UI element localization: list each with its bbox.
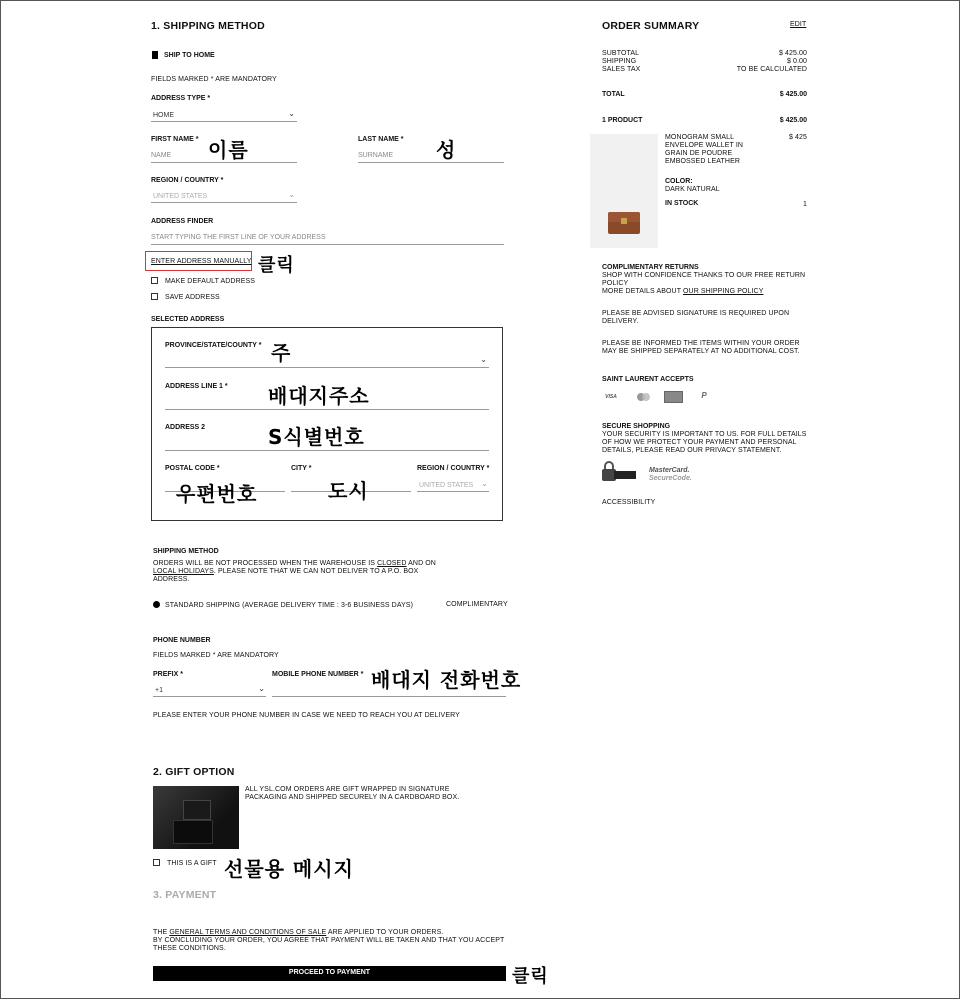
lock-icon <box>602 461 636 483</box>
save-address-checkbox[interactable] <box>151 293 158 300</box>
prefix-select[interactable] <box>153 683 266 697</box>
gift-section-title: 2. GIFT OPTION <box>153 766 235 778</box>
ship-to-home-radio[interactable] <box>152 51 158 59</box>
make-default-checkbox[interactable] <box>151 277 158 284</box>
prefix-label: PREFIX * <box>153 671 183 678</box>
product-name-line: EMBOSSED LEATHER <box>665 158 740 165</box>
closed-link[interactable]: CLOSED <box>377 560 407 567</box>
returns-title: COMPLIMENTARY RETURNS <box>602 264 699 271</box>
sales-tax-value: TO BE CALCULATED <box>736 66 807 73</box>
ship-to-home-label: SHIP TO HOME <box>164 52 215 59</box>
chevron-down-icon: ⌄ <box>481 479 488 488</box>
city-annotation: 도시 <box>328 479 369 503</box>
payment-section-title: 3. PAYMENT <box>153 889 217 901</box>
returns-line: SHOP WITH CONFIDENCE THANKS TO OUR FREE RETURN <box>602 272 806 279</box>
notice-text: . PLEASE NOTE THAT WE CAN NOT DELIVER TO A P.O. BOX <box>213 568 419 575</box>
gift-message-annotation: 선물용 메시지 <box>224 857 354 881</box>
chevron-down-icon: ⌄ <box>258 684 265 693</box>
secure-line: DETAILS, PLEASE READ OUR PRIVACY STATEMENT. <box>602 447 782 454</box>
secure-shopping-title: SECURE SHOPPING <box>602 423 671 430</box>
province-label: PROVINCE/STATE/COUNTY * <box>165 342 262 349</box>
address-line1-annotation: 배대지주소 <box>268 384 370 408</box>
postal-code-annotation: 우편번호 <box>176 482 258 506</box>
address-type-value: HOME <box>153 112 174 119</box>
last-name-placeholder: SURNAME <box>358 152 394 159</box>
address-finder-label: ADDRESS FINDER <box>151 218 214 225</box>
chevron-down-icon: ⌄ <box>288 109 295 118</box>
region-country-select[interactable] <box>417 478 489 492</box>
product-name-line: MONOGRAM SMALL <box>665 134 735 141</box>
terms-link[interactable]: GENERAL TERMS AND CONDITIONS OF SALE <box>169 929 327 936</box>
this-is-gift-checkbox[interactable] <box>153 859 160 866</box>
terms-line: THESE CONDITIONS. <box>153 945 226 952</box>
save-address-label: SAVE ADDRESS <box>165 294 220 301</box>
separate-line: MAY BE SHIPPED SEPARATELY AT NO ADDITIONAL COST. <box>602 348 800 355</box>
mandatory-note: FIELDS MARKED * ARE MANDATORY <box>151 76 277 83</box>
returns-text <box>602 272 812 296</box>
shipping-notice <box>153 560 443 584</box>
notice-text: AND ON <box>406 560 436 567</box>
first-name-placeholder: NAME <box>151 152 172 159</box>
shipping-method-title: SHIPPING METHOD <box>153 548 219 555</box>
terms-text <box>153 929 513 953</box>
region-label: REGION / COUNTRY * <box>151 177 224 184</box>
first-name-annotation: 이름 <box>208 138 249 162</box>
address-line1-label: ADDRESS LINE 1 * <box>165 383 228 390</box>
product-quantity: 1 <box>803 201 807 208</box>
mobile-phone-label: MOBILE PHONE NUMBER * <box>272 671 364 678</box>
sales-tax-label: SALES TAX <box>602 66 641 73</box>
shipping-policy-link[interactable]: OUR SHIPPING POLICY <box>683 288 764 295</box>
gift-desc-line: ALL YSL.COM ORDERS ARE GIFT WRAPPED IN SIGNATURE <box>245 786 450 793</box>
order-summary-title: ORDER SUMMARY <box>602 20 700 32</box>
visa-icon: VISA <box>605 394 617 400</box>
summary-values <box>737 50 807 74</box>
address-finder-placeholder: START TYPING THE FIRST LINE OF YOUR ADDRESS <box>151 234 326 241</box>
separate-shipping-notice <box>602 340 800 356</box>
total-label: TOTAL <box>602 91 625 98</box>
gift-description <box>245 786 459 802</box>
postal-code-label: POSTAL CODE * <box>165 465 220 472</box>
product-price: $ 425 <box>788 134 807 141</box>
last-name-label: LAST NAME * <box>358 136 404 143</box>
standard-shipping-radio[interactable] <box>153 601 160 608</box>
signature-line: DELIVERY. <box>602 318 639 325</box>
city-label: CITY * <box>291 465 312 472</box>
prefix-value: +1 <box>155 687 163 694</box>
returns-line: MORE DETAILS ABOUT <box>602 288 683 295</box>
notice-text: ORDERS WILL BE NOT PROCESSED WHEN THE WAREHOUSE IS <box>153 560 378 567</box>
subtotal-value: $ 425.00 <box>778 50 807 57</box>
gift-desc-line: PACKAGING AND SHIPPED SECURELY IN A CARDBOARD BOX. <box>245 794 460 801</box>
proceed-to-payment-button[interactable]: PROCEED TO PAYMENT <box>153 966 506 981</box>
signature-notice <box>602 310 789 326</box>
notice-text: ADDRESS. <box>153 576 190 583</box>
terms-line: ARE APPLIED TO YOUR ORDERS. <box>326 929 444 936</box>
amex-icon <box>664 391 683 403</box>
secure-line: YOUR SECURITY IS IMPORTANT TO US. FOR FULL DETAILS <box>602 431 807 438</box>
paypal-icon: P <box>701 391 707 400</box>
this-is-gift-label: THIS IS A GIFT <box>167 860 217 867</box>
first-name-label: FIRST NAME * <box>151 136 199 143</box>
secure-line: OF HOW WE PROTECT YOUR PAYMENT AND PERSONAL <box>602 439 797 446</box>
securecode-line: SecureCode. <box>649 475 692 482</box>
color-value: DARK NATURAL <box>665 186 720 193</box>
province-select[interactable] <box>165 354 489 368</box>
shipping-label: SHIPPING <box>602 58 637 65</box>
separate-line: PLEASE BE INFORMED THE ITEMS WITHIN YOUR ORDER <box>602 340 800 347</box>
mastercard-securecode-logo <box>649 467 692 483</box>
phone-section-title: PHONE NUMBER <box>153 637 211 644</box>
mobile-phone-annotation: 배대지 전화번호 <box>371 668 522 692</box>
gift-box-image <box>153 786 239 849</box>
shipping-value: $ 0.00 <box>786 58 807 65</box>
signature-line: PLEASE BE ADVISED SIGNATURE IS REQUIRED UPON <box>602 310 790 317</box>
last-name-annotation: 성 <box>436 138 457 162</box>
selected-address-title: SELECTED ADDRESS <box>151 316 225 323</box>
secure-shopping-text <box>602 431 814 455</box>
color-label: COLOR: <box>665 178 693 185</box>
product-name-line: GRAIN DE POUDRE <box>665 150 733 157</box>
mastercard-icon <box>634 392 652 402</box>
proceed-click-annotation: 클릭 <box>512 966 549 987</box>
product-total: $ 425.00 <box>779 117 807 124</box>
stock-status: IN STOCK <box>665 200 699 207</box>
shipping-section-title: 1. SHIPPING METHOD <box>151 20 265 32</box>
address-type-select[interactable] <box>151 108 297 122</box>
product-count: 1 PRODUCT <box>602 117 643 124</box>
region-value: UNITED STATES <box>153 193 208 200</box>
shipping-price: COMPLIMENTARY <box>446 601 508 608</box>
address2-label: ADDRESS 2 <box>165 424 206 431</box>
subtotal-label: SUBTOTAL <box>602 50 640 57</box>
make-default-label: MAKE DEFAULT ADDRESS <box>165 278 256 285</box>
terms-line: BY CONCLUDING YOUR ORDER, YOU AGREE THAT PAYMENT WILL BE TAKEN AND THAT YOU ACCEPT <box>153 937 505 944</box>
province-annotation: 주 <box>271 341 292 365</box>
address-finder-input[interactable] <box>151 230 504 245</box>
accessibility-link[interactable]: ACCESSIBILITY <box>602 499 656 506</box>
product-name-line: ENVELOPE WALLET IN <box>665 142 744 149</box>
last-name-input[interactable] <box>358 148 504 163</box>
local-holidays-link[interactable]: LOCAL HOLIDAYS <box>153 568 214 575</box>
phone-mandatory-note: FIELDS MARKED * ARE MANDATORY <box>153 652 279 659</box>
summary-labels <box>602 50 640 74</box>
returns-line: POLICY <box>602 280 629 287</box>
standard-shipping-label: STANDARD SHIPPING (AVERAGE DELIVERY TIME : 3-6 BUSINESS DAYS) <box>165 602 414 609</box>
edit-link[interactable]: EDIT <box>790 21 807 28</box>
product-name <box>665 134 743 166</box>
chevron-down-icon: ⌄ <box>288 190 295 199</box>
address-type-label: ADDRESS TYPE * <box>151 95 211 102</box>
enter-address-manually-link[interactable]: ENTER ADDRESS MANUALLY <box>151 258 252 265</box>
product-image[interactable] <box>590 134 658 248</box>
securecode-line: MasterCard. <box>649 467 690 474</box>
chevron-down-icon: ⌄ <box>480 355 487 364</box>
region-country-value: UNITED STATES <box>419 482 474 489</box>
click-annotation: 클릭 <box>258 255 295 276</box>
region-country-label: REGION / COUNTRY * <box>417 465 490 472</box>
terms-line: THE <box>153 929 170 936</box>
phone-hint: PLEASE ENTER YOUR PHONE NUMBER IN CASE WE NEED TO REACH YOU AT DELIVERY <box>153 712 460 719</box>
total-value: $ 425.00 <box>779 91 807 98</box>
region-select[interactable] <box>151 189 297 203</box>
accepts-title: SAINT LAURENT ACCEPTS <box>602 376 694 383</box>
address2-annotation: S식별번호 <box>268 425 365 449</box>
